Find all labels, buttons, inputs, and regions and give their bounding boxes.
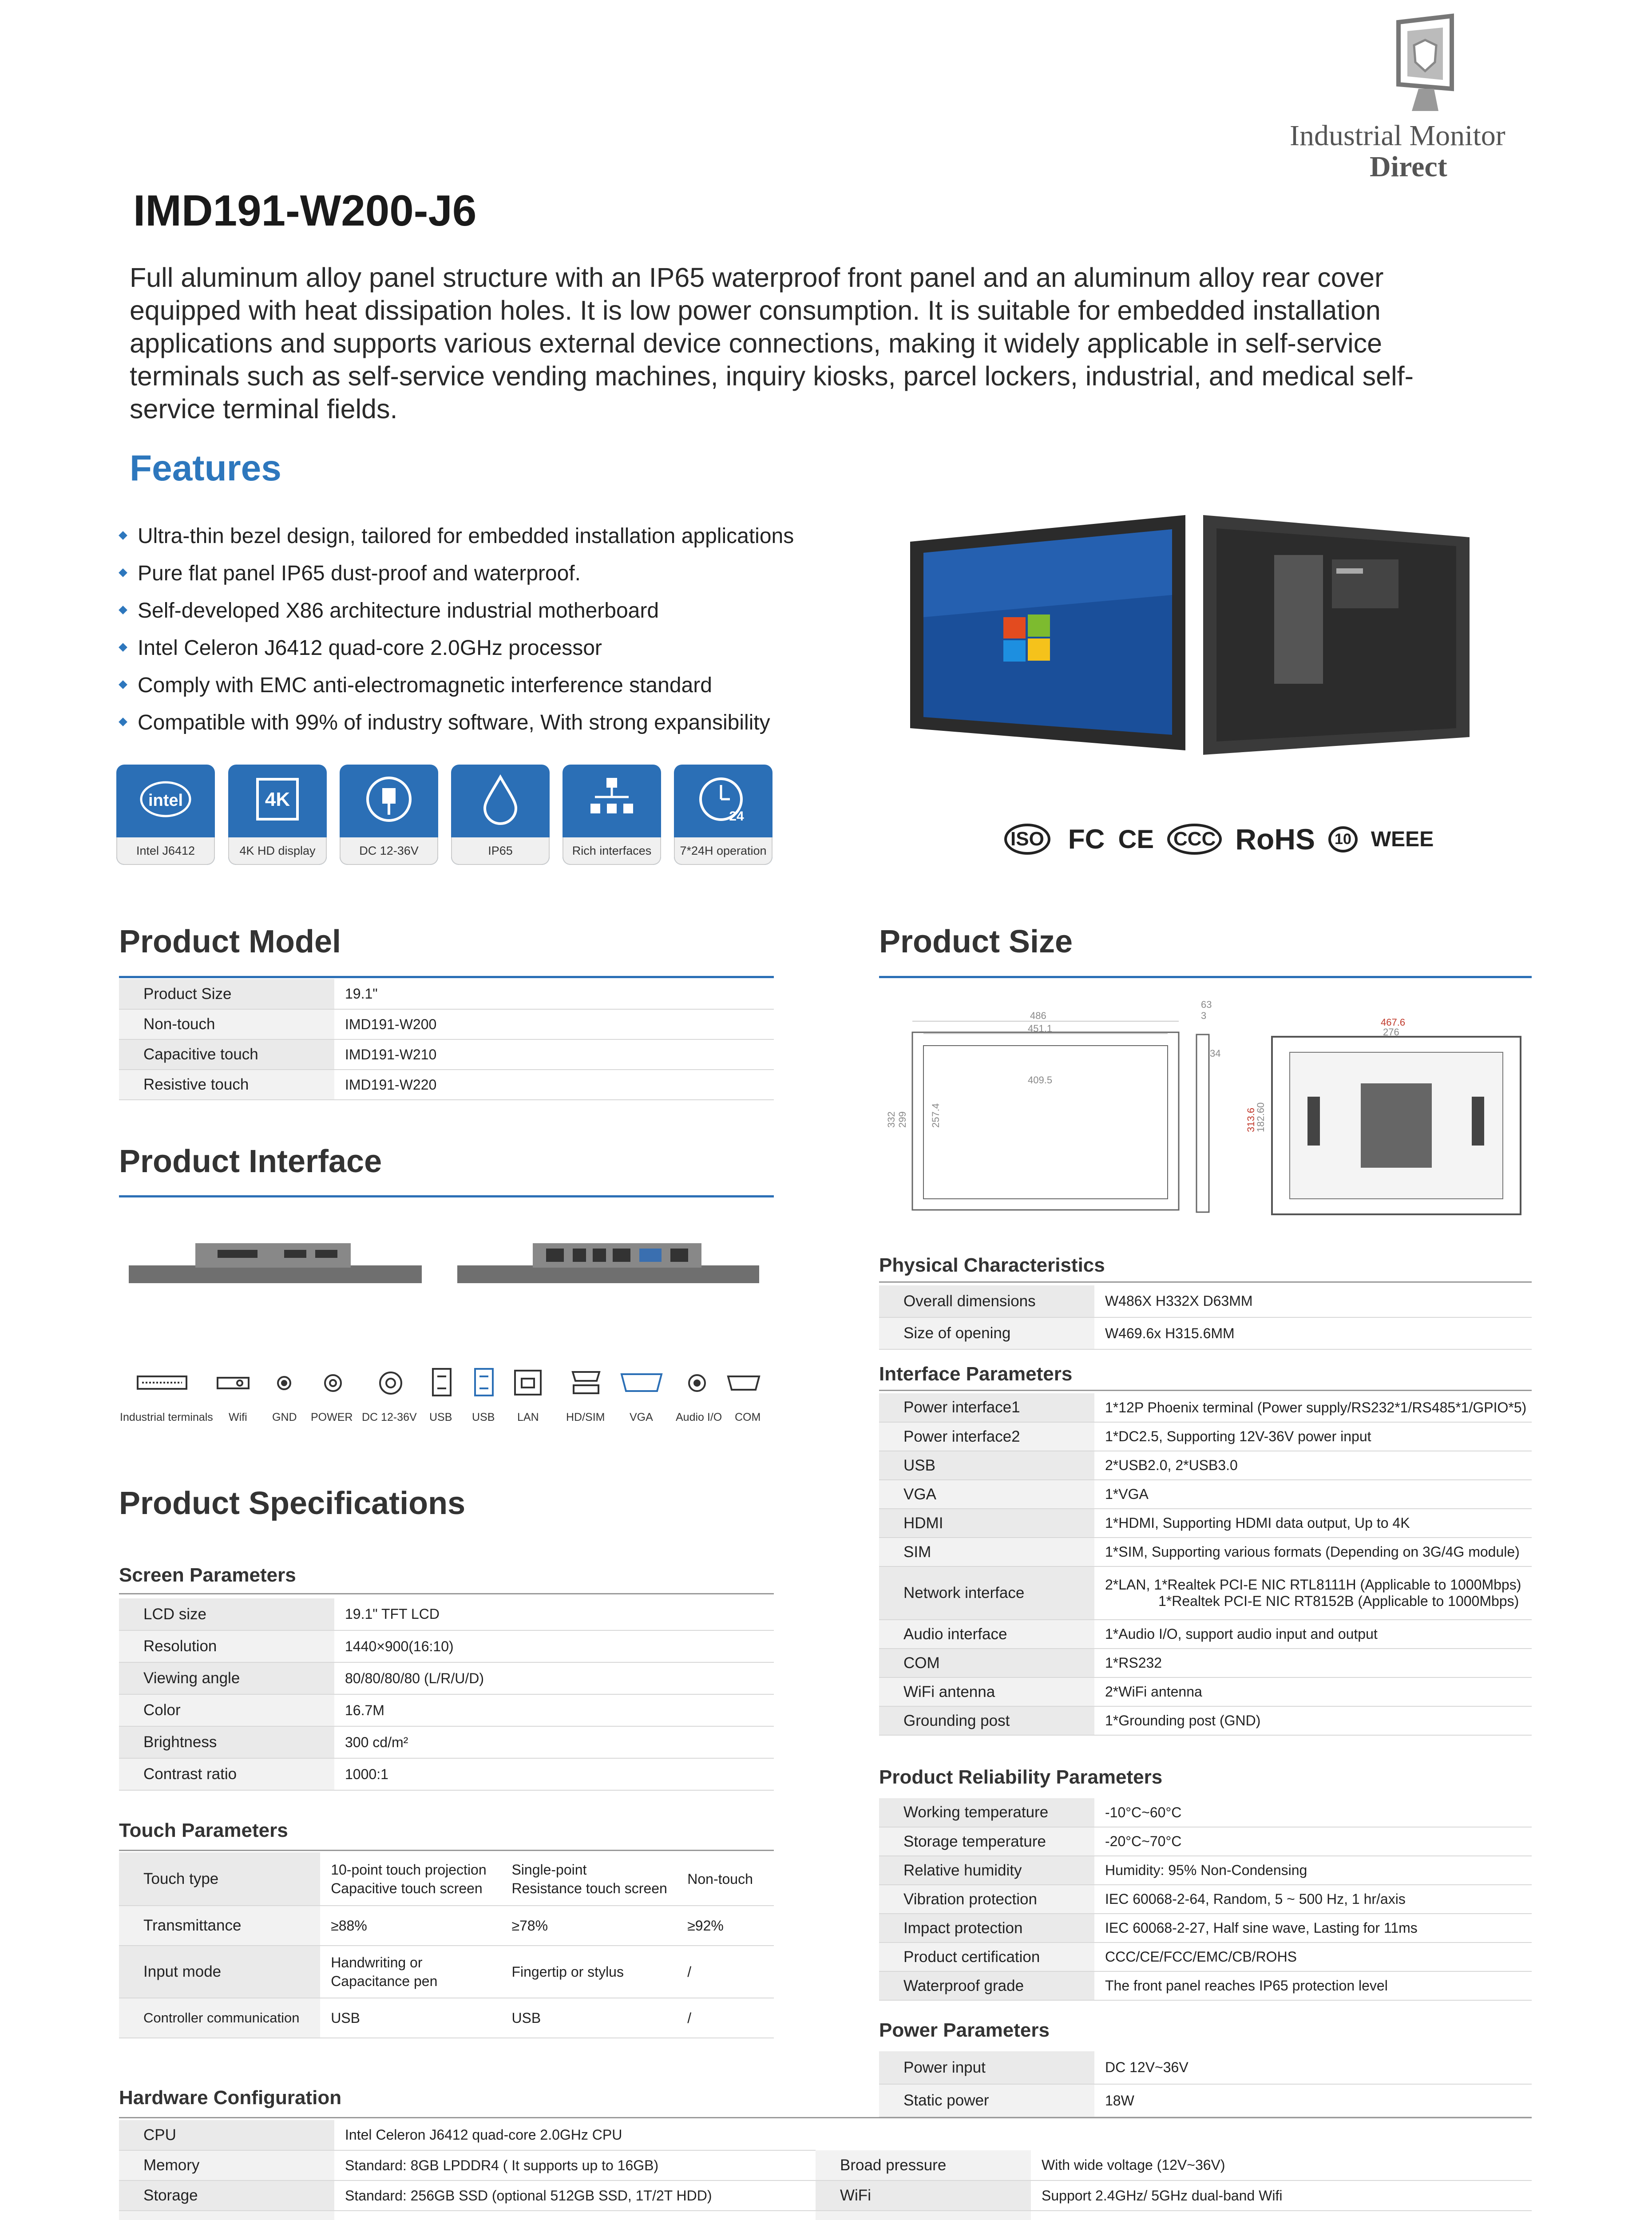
row-value: IMD191-W220: [334, 1070, 774, 1100]
table-row: [119, 1598, 774, 1630]
row-label: Memory: [119, 2150, 334, 2180]
row-value: W486X H332X D63MM: [1094, 1285, 1532, 1317]
dim-w-outer: 486: [1030, 1010, 1046, 1021]
row-value: -20°C~70°C: [1094, 1827, 1532, 1856]
feature-icon-label: IP65: [451, 837, 550, 865]
row-label: WiFi: [816, 2180, 1031, 2211]
hardware-table: [119, 2120, 1532, 2220]
touch-params-table: [119, 1852, 774, 2038]
row-value-line: 1*Grounding post (GND): [1105, 1713, 1261, 1728]
feature-item: [120, 673, 712, 698]
row-value-line: 2*LAN, 1*Realtek PCI-E NIC RTL8111H (Applicable to 1000Mbps): [1105, 1577, 1521, 1593]
screen-params-heading: Screen Parameters: [119, 1564, 296, 1586]
table-row: [879, 1620, 1532, 1649]
table-row: [119, 2120, 1532, 2150]
row-value-line: 1*Audio I/O, support audio input and output: [1105, 1626, 1378, 1642]
brand-name: Industrial Monitor: [1290, 119, 1505, 152]
row-label: Network interface: [879, 1566, 1094, 1620]
table-row: [879, 1706, 1532, 1735]
row-value: 1440×900(16:10): [334, 1630, 774, 1662]
row-value: 18W: [1094, 2084, 1532, 2117]
feature-item: [120, 524, 794, 548]
row-label: SIM: [879, 1538, 1094, 1566]
feature-icon-label: DC 12-36V: [340, 837, 438, 865]
port-label: USB: [472, 1411, 495, 1423]
row-value: [1094, 1393, 1532, 1422]
table-row: [119, 2211, 1532, 2220]
clock-24-icon: [697, 773, 750, 826]
row-label: CPU: [119, 2120, 334, 2150]
row-value: USB: [320, 1998, 501, 2038]
row-label: VGA: [879, 1480, 1094, 1509]
port-label: POWER: [311, 1411, 353, 1423]
side-view-left: [129, 1234, 422, 1288]
section-divider: [879, 1390, 1532, 1391]
row-label: HDMI: [879, 1509, 1094, 1538]
table-row: [879, 1393, 1532, 1422]
bullet-icon: [119, 643, 127, 652]
features-heading: Features: [130, 448, 281, 488]
usb-icon: [433, 1369, 451, 1395]
row-label: Color: [119, 1694, 334, 1726]
row-value: 80/80/80/80 (L/R/U/D): [334, 1662, 774, 1694]
dim-d2: 3: [1201, 1010, 1207, 1021]
port-label: Audio I/O: [676, 1411, 722, 1423]
port-icon-row: [133, 1365, 790, 1401]
dim-open-w2: 276: [1383, 1027, 1399, 1038]
icon-glyph-text: 24: [729, 809, 744, 824]
row-value-line: 2*USB2.0, 2*USB3.0: [1105, 1457, 1238, 1473]
table-row: [879, 2084, 1532, 2117]
intel-icon: [139, 773, 192, 826]
monitor-front-photo: [906, 515, 1190, 750]
cert-logo-weee: WEEE: [1371, 827, 1434, 851]
lan-icon: [515, 1371, 541, 1395]
row-value: ≥78%: [501, 1906, 677, 1946]
feature-icon-label: 7*24H operation: [674, 837, 773, 865]
table-row: [119, 1070, 774, 1100]
row-label: Audio interface: [879, 1620, 1094, 1649]
row-value: 19.1": [334, 979, 774, 1009]
cert-logo-iso: ISO: [1004, 824, 1050, 855]
power-heading: Power Parameters: [879, 2019, 1050, 2041]
row-label: Relative humidity: [879, 1856, 1094, 1885]
row-value: -10°C~60°C: [1094, 1798, 1532, 1827]
table-row: [879, 2051, 1532, 2084]
port-label: USB: [429, 1411, 452, 1423]
hdmi-sim-icon: [573, 1372, 599, 1393]
row-value-line: 2*WiFi antenna: [1105, 1684, 1202, 1700]
row-value: Non-touch: [677, 1852, 774, 1906]
water-drop-icon: [474, 773, 527, 826]
row-label: [816, 2211, 1031, 2220]
table-row: [119, 1852, 774, 1906]
bullet-icon: [119, 531, 127, 540]
row-value: [334, 2211, 816, 2220]
product-size-heading: Product Size: [879, 924, 1073, 959]
row-label: Input mode: [119, 1946, 320, 1998]
table-row: [879, 1942, 1532, 1971]
power-table: [879, 2051, 1532, 2117]
row-label: Waterproof grade: [879, 1971, 1094, 2000]
port-label: LAN: [517, 1411, 539, 1423]
section-divider: [879, 976, 1532, 978]
row-label: USB: [879, 1451, 1094, 1480]
feature-icon-card: [116, 765, 215, 865]
cert-logo-10: 10: [1328, 826, 1358, 852]
feature-icon-card: [340, 765, 438, 865]
table-row: [119, 1662, 774, 1694]
row-label: Resolution: [119, 1630, 334, 1662]
page-title: IMD191-W200-J6: [133, 186, 477, 235]
dim-w-inner: 451.1: [1028, 1023, 1053, 1034]
row-value: Standard: 8GB LPDDR4 ( It supports up to 16GB): [334, 2150, 816, 2180]
table-row: [879, 1538, 1532, 1566]
row-value: [1094, 1538, 1532, 1566]
table-row: [119, 1039, 774, 1070]
row-value-line: 1*12P Phoenix terminal (Power supply/RS232*1/RS485*1/GPIO*5): [1105, 1399, 1527, 1415]
dim-open-h2: 182.60: [1255, 1102, 1266, 1132]
row-label: Broad pressure: [816, 2150, 1031, 2180]
row-label: Power interface2: [879, 1422, 1094, 1451]
bullet-icon: [119, 606, 127, 614]
row-value: IEC 60068-2-64, Random, 5 ~ 500 Hz, 1 hr/axis: [1094, 1885, 1532, 1914]
dim-open-w: 467.6: [1381, 1017, 1406, 1028]
feature-icon-label: Intel J6412: [116, 837, 215, 865]
reliability-table: [879, 1798, 1532, 2001]
table-row: [879, 1827, 1532, 1856]
row-label: Viewing angle: [119, 1662, 334, 1694]
table-row: [879, 1677, 1532, 1706]
cert-logo-rohs: RoHS: [1235, 823, 1315, 856]
row-label: COM: [879, 1649, 1094, 1677]
table-row: [879, 1971, 1532, 2000]
row-value: ≥92%: [677, 1906, 774, 1946]
table-row: [879, 1317, 1532, 1349]
row-value: [1094, 1677, 1532, 1706]
row-label: Vibration protection: [879, 1885, 1094, 1914]
port-label: Industrial terminals: [120, 1411, 213, 1423]
product-model-table: [119, 979, 774, 1100]
power-button-icon: [325, 1375, 341, 1391]
row-label: Product certification: [879, 1942, 1094, 1971]
section-divider: [119, 1593, 774, 1594]
feature-icon-card: [674, 765, 773, 865]
cert-logo-ce: CE: [1118, 825, 1154, 854]
bullet-icon: [119, 718, 127, 726]
row-label: Touch type: [119, 1852, 320, 1906]
row-label: Impact protection: [879, 1914, 1094, 1942]
row-value: [1031, 2211, 1532, 2220]
physical-heading: Physical Characteristics: [879, 1254, 1105, 1276]
table-row: [119, 1694, 774, 1726]
row-value: [1094, 1509, 1532, 1538]
intro-paragraph: Full aluminum alloy panel structure with an IP65 waterproof front panel and an aluminum alloy rear cover equipped with heat dissipation holes. It is low power consumption. It is suitable for embedded installation applications and supports various external device connections, making it widely applicable in self-service terminals such as self-service vending machines, inquiry kiosks, parcel lockers, industrial, and medical self-service terminal fields.: [130, 262, 1414, 424]
row-value-line: 1*RS232: [1105, 1655, 1162, 1671]
section-divider: [119, 1195, 774, 1197]
feature-item: [120, 636, 602, 660]
table-row: [879, 1509, 1532, 1538]
row-value: [1094, 1706, 1532, 1735]
bullet-icon: [119, 568, 127, 577]
cert-logo-fc: FC: [1068, 824, 1105, 855]
table-row: [879, 1885, 1532, 1914]
certification-logos: [1004, 822, 1434, 856]
row-label: Non-touch: [119, 1009, 334, 1039]
screen-params-table: [119, 1598, 774, 1791]
port-label: DC 12-36V: [362, 1411, 417, 1423]
row-value: IEC 60068-2-27, Half sine wave, Lasting for 11ms: [1094, 1914, 1532, 1942]
table-row: [879, 1649, 1532, 1677]
feature-text: Pure flat panel IP65 dust-proof and waterproof.: [138, 562, 581, 585]
row-label: Size of opening: [879, 1317, 1094, 1349]
section-divider: [119, 1850, 774, 1851]
row-value-line: 1*SIM, Supporting various formats (Depending on 3G/4G module): [1105, 1544, 1520, 1560]
row-label: Power interface1: [879, 1393, 1094, 1422]
brand-name-direct: Direct: [1370, 151, 1447, 183]
row-value: W469.6x H315.6MM: [1094, 1317, 1532, 1349]
row-label: [119, 2211, 334, 2220]
row-label: Brightness: [119, 1726, 334, 1758]
table-row: [879, 1856, 1532, 1885]
port-label: HD/SIM: [566, 1411, 605, 1423]
port-label: VGA: [630, 1411, 653, 1423]
product-specs-heading: Product Specifications: [119, 1486, 466, 1521]
dim-h-screen: 257.4: [930, 1103, 941, 1128]
row-value: Fingertip or stylus: [501, 1946, 677, 1998]
feature-item: [120, 561, 581, 586]
row-value: CCC/CE/FCC/EMC/CB/ROHS: [1094, 1942, 1532, 1971]
table-row: [119, 1906, 774, 1946]
row-value: IMD191-W210: [334, 1039, 774, 1070]
row-value: DC 12V~36V: [1094, 2051, 1532, 2084]
row-value: Support 2.4GHz/ 5GHz dual-band Wifi: [1031, 2180, 1532, 2211]
table-row: [119, 1946, 774, 1998]
product-interface-heading: Product Interface: [119, 1144, 382, 1179]
table-row: [879, 1422, 1532, 1451]
feature-item: [120, 599, 659, 623]
table-row: [879, 1480, 1532, 1509]
row-label: Storage temperature: [879, 1827, 1094, 1856]
audio-jack-icon: [689, 1375, 705, 1391]
row-label: Resistive touch: [119, 1070, 334, 1100]
table-row: [119, 1998, 774, 2038]
row-label: Overall dimensions: [879, 1285, 1094, 1317]
section-divider: [119, 2117, 1532, 2118]
table-row: [119, 1009, 774, 1039]
table-row: [879, 1914, 1532, 1942]
row-label: WiFi antenna: [879, 1677, 1094, 1706]
port-label: COM: [735, 1411, 761, 1423]
dim-d3: 34: [1210, 1048, 1221, 1059]
vga-icon: [622, 1374, 662, 1391]
table-row: [119, 2150, 1532, 2180]
row-label: Working temperature: [879, 1798, 1094, 1827]
port-label: Wifi: [229, 1411, 247, 1423]
interface-params-heading: Interface Parameters: [879, 1363, 1073, 1385]
row-value: Handwriting or Capacitance pen: [320, 1946, 501, 1998]
row-value-line: 1*DC2.5, Supporting 12V-36V power input: [1105, 1428, 1371, 1444]
feature-icon-label: Rich interfaces: [563, 837, 661, 865]
dim-w-screen: 409.5: [1028, 1074, 1053, 1086]
row-value: /: [677, 1946, 774, 1998]
cert-logo-ccc: CCC: [1167, 824, 1222, 855]
row-value-line: 1*HDMI, Supporting HDMI data output, Up to 4K: [1105, 1515, 1410, 1531]
row-value: [1031, 2120, 1532, 2150]
section-divider: [879, 1281, 1532, 1283]
dimension-drawing: [881, 995, 1529, 1230]
ground-icon: [278, 1377, 290, 1389]
row-label: LCD size: [119, 1598, 334, 1630]
table-row: [879, 1451, 1532, 1480]
feature-text: Compatible with 99% of industry software, With strong expansibility: [138, 711, 770, 734]
row-value: 19.1" TFT LCD: [334, 1598, 774, 1630]
table-row: [879, 1798, 1532, 1827]
row-value: With wide voltage (12V~36V): [1031, 2150, 1532, 2180]
dim-open-h: 313.6: [1245, 1107, 1256, 1132]
reliability-heading: Product Reliability Parameters: [879, 1766, 1163, 1788]
port-label: GND: [272, 1411, 297, 1423]
row-label: Power input: [879, 2051, 1094, 2084]
table-row: [119, 2180, 1532, 2211]
feature-text: Comply with EMC anti-electromagnetic interference standard: [138, 674, 712, 697]
row-label: Storage: [119, 2180, 334, 2211]
wifi-antenna-icon: [218, 1378, 249, 1388]
icon-glyph-text: 4K: [265, 789, 290, 810]
row-value: 1000:1: [334, 1758, 774, 1790]
hardware-heading: Hardware Configuration: [119, 2087, 342, 2109]
feature-icon-card: [451, 765, 550, 865]
row-value: ≥88%: [320, 1906, 501, 1946]
feature-icon-card: [228, 765, 327, 865]
product-model-heading: Product Model: [119, 924, 341, 959]
industrial-terminal-icon: [138, 1376, 186, 1389]
feature-item: [120, 710, 770, 735]
row-value: 10-point touch projection Capacitive touch screen: [320, 1852, 501, 1906]
usb3-icon: [475, 1369, 493, 1395]
row-value: [1094, 1649, 1532, 1677]
row-value: 16.7M: [334, 1694, 774, 1726]
dc-jack-icon: [380, 1372, 401, 1394]
feature-text: Intel Celeron J6412 quad-core 2.0GHz processor: [138, 636, 602, 660]
row-value: Intel Celeron J6412 quad-core 2.0GHz CPU: [334, 2120, 816, 2150]
row-label: Contrast ratio: [119, 1758, 334, 1790]
interface-params-table: [879, 1393, 1532, 1736]
row-value: [1094, 1566, 1532, 1620]
row-label: Grounding post: [879, 1706, 1094, 1735]
monitor-rear-photo: [1203, 515, 1470, 755]
row-value: Standard: 256GB SSD (optional 512GB SSD, 1T/2T HDD): [334, 2180, 816, 2211]
feature-text: Self-developed X86 architecture industrial motherboard: [138, 599, 659, 622]
row-label: Controller communication: [119, 1998, 320, 2038]
row-value: [1094, 1451, 1532, 1480]
row-value: IMD191-W200: [334, 1009, 774, 1039]
feature-icon-card: [563, 765, 661, 865]
row-label: [816, 2120, 1031, 2150]
row-value: [1094, 1422, 1532, 1451]
row-value: 300 cd/m²: [334, 1726, 774, 1758]
icon-glyph-text: intel: [148, 791, 183, 810]
row-label: Capacitive touch: [119, 1039, 334, 1070]
dim-d: 63: [1201, 999, 1212, 1010]
section-divider: [119, 976, 774, 978]
row-value: USB: [501, 1998, 677, 2038]
row-value: Humidity: 95% Non-Condensing: [1094, 1856, 1532, 1885]
row-value: Single-point Resistance touch screen: [501, 1852, 677, 1906]
power-plug-icon: [362, 773, 416, 826]
table-row: [879, 1566, 1532, 1620]
monitor-shield-icon: [1376, 13, 1461, 120]
touch-params-heading: Touch Parameters: [119, 1820, 288, 1841]
row-value-line: 1*Realtek PCI-E NIC RT8152B (Applicable to 1000Mbps): [1158, 1593, 1519, 1609]
bullet-icon: [119, 680, 127, 689]
row-label: Product Size: [119, 979, 334, 1009]
dim-h-2: 299: [897, 1111, 908, 1128]
network-icon: [585, 773, 638, 826]
4k-icon: [251, 773, 304, 826]
dim-h-outer: 332: [886, 1111, 897, 1128]
com-port-icon: [728, 1376, 759, 1390]
side-view-right: [457, 1234, 759, 1288]
table-row: [119, 1758, 774, 1790]
table-row: [879, 1285, 1532, 1317]
brand-logo: [1376, 13, 1461, 120]
table-row: [119, 1630, 774, 1662]
row-label: Static power: [879, 2084, 1094, 2117]
row-value: [1094, 1620, 1532, 1649]
row-value-line: 1*VGA: [1105, 1486, 1149, 1502]
row-label: Transmittance: [119, 1906, 320, 1946]
table-row: [119, 1726, 774, 1758]
row-value: [1094, 1480, 1532, 1509]
row-value: The front panel reaches IP65 protection level: [1094, 1971, 1532, 2000]
feature-text: Ultra-thin bezel design, tailored for embedded installation applications: [138, 524, 794, 548]
table-row: [119, 979, 774, 1009]
physical-table: [879, 1285, 1532, 1350]
row-value: /: [677, 1998, 774, 2038]
feature-icon-label: 4K HD display: [228, 837, 327, 865]
